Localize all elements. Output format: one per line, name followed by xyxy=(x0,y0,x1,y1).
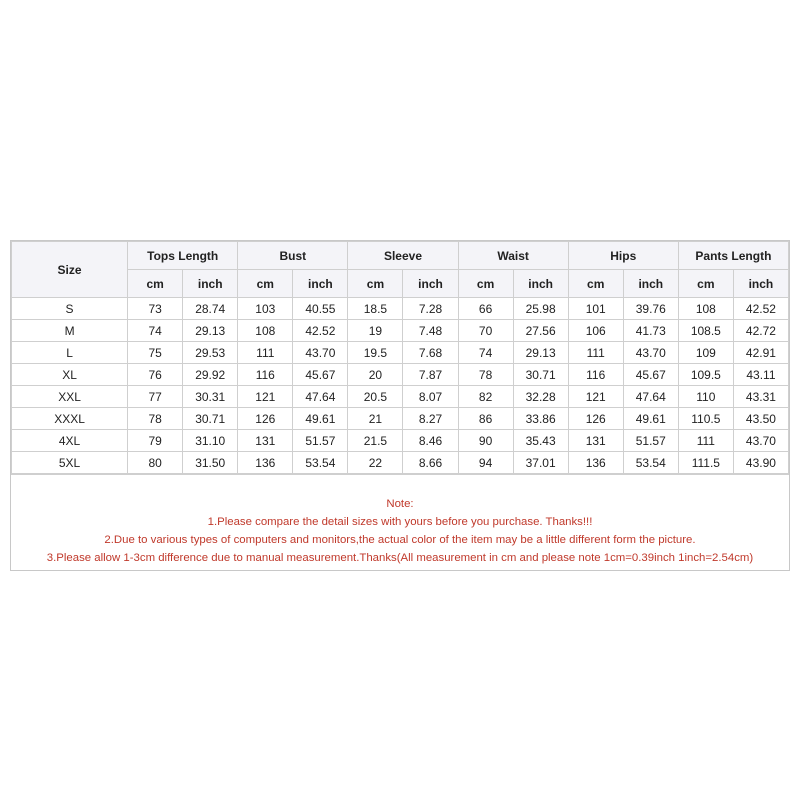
cell-tops-length-inch: 30.31 xyxy=(183,386,238,408)
table-row xyxy=(12,386,789,408)
cell-hips-cm: 101 xyxy=(568,298,623,320)
note-line-3: 3.Please allow 1-3cm difference due to manual measurement.Thanks(All measurement in cm and please note 1cm=0.39inch 1inch=2.54cm) xyxy=(46,552,754,564)
cell-hips-inch: 47.64 xyxy=(623,386,678,408)
cell-pants-length-inch: 42.52 xyxy=(733,298,788,320)
table-row xyxy=(12,298,789,320)
cell-sleeve-cm: 22 xyxy=(348,452,403,474)
group-header-sleeve: Sleeve xyxy=(348,242,458,270)
unit-header-inch: inch xyxy=(293,270,348,298)
cell-hips-inch: 53.54 xyxy=(623,452,678,474)
note-line-2: 2.Due to various types of computers and monitors,the actual color of the item may be a little different form the picture. xyxy=(104,534,696,546)
unit-header-cm: cm xyxy=(678,270,733,298)
cell-waist-inch: 27.56 xyxy=(513,320,568,342)
cell-bust-cm: 126 xyxy=(238,408,293,430)
cell-sleeve-cm: 19.5 xyxy=(348,342,403,364)
cell-size: 5XL xyxy=(12,452,128,474)
cell-sleeve-inch: 7.28 xyxy=(403,298,458,320)
note-line-1: 1.Please compare the detail sizes with yours before you purchase. Thanks!!! xyxy=(207,516,593,528)
cell-waist-inch: 37.01 xyxy=(513,452,568,474)
cell-hips-cm: 131 xyxy=(568,430,623,452)
cell-waist-inch: 33.86 xyxy=(513,408,568,430)
group-header-bust: Bust xyxy=(238,242,348,270)
cell-waist-cm: 66 xyxy=(458,298,513,320)
unit-header-cm: cm xyxy=(348,270,403,298)
cell-tops-length-cm: 74 xyxy=(128,320,183,342)
cell-size: XXXL xyxy=(12,408,128,430)
cell-size: 4XL xyxy=(12,430,128,452)
cell-bust-inch: 49.61 xyxy=(293,408,348,430)
size-column-header: Size xyxy=(12,242,128,298)
cell-hips-cm: 106 xyxy=(568,320,623,342)
cell-hips-cm: 111 xyxy=(568,342,623,364)
cell-sleeve-cm: 19 xyxy=(348,320,403,342)
cell-sleeve-inch: 7.48 xyxy=(403,320,458,342)
cell-bust-inch: 42.52 xyxy=(293,320,348,342)
cell-waist-cm: 86 xyxy=(458,408,513,430)
cell-pants-length-inch: 43.31 xyxy=(733,386,788,408)
cell-hips-inch: 45.67 xyxy=(623,364,678,386)
cell-waist-cm: 94 xyxy=(458,452,513,474)
cell-sleeve-cm: 18.5 xyxy=(348,298,403,320)
unit-header-cm: cm xyxy=(238,270,293,298)
cell-waist-inch: 30.71 xyxy=(513,364,568,386)
cell-hips-inch: 43.70 xyxy=(623,342,678,364)
cell-waist-cm: 70 xyxy=(458,320,513,342)
cell-waist-inch: 32.28 xyxy=(513,386,568,408)
cell-tops-length-cm: 77 xyxy=(128,386,183,408)
table-row xyxy=(12,408,789,430)
unit-header-cm: cm xyxy=(128,270,183,298)
group-header-waist: Waist xyxy=(458,242,568,270)
cell-sleeve-cm: 21 xyxy=(348,408,403,430)
cell-pants-length-cm: 110.5 xyxy=(678,408,733,430)
cell-waist-cm: 90 xyxy=(458,430,513,452)
unit-header-inch: inch xyxy=(733,270,788,298)
cell-sleeve-cm: 21.5 xyxy=(348,430,403,452)
cell-tops-length-cm: 79 xyxy=(128,430,183,452)
group-header-tops-length: Tops Length xyxy=(128,242,238,270)
cell-hips-cm: 121 xyxy=(568,386,623,408)
cell-pants-length-inch: 43.70 xyxy=(733,430,788,452)
table-row xyxy=(12,364,789,386)
cell-pants-length-cm: 109.5 xyxy=(678,364,733,386)
cell-hips-inch: 49.61 xyxy=(623,408,678,430)
cell-bust-inch: 47.64 xyxy=(293,386,348,408)
cell-tops-length-inch: 29.13 xyxy=(183,320,238,342)
cell-tops-length-inch: 30.71 xyxy=(183,408,238,430)
cell-bust-cm: 116 xyxy=(238,364,293,386)
cell-tops-length-cm: 73 xyxy=(128,298,183,320)
cell-pants-length-inch: 43.50 xyxy=(733,408,788,430)
unit-header-cm: cm xyxy=(458,270,513,298)
cell-sleeve-inch: 8.27 xyxy=(403,408,458,430)
note-title: Note: xyxy=(386,498,414,510)
cell-pants-length-inch: 42.72 xyxy=(733,320,788,342)
table-row xyxy=(12,430,789,452)
table-row xyxy=(12,320,789,342)
cell-waist-cm: 78 xyxy=(458,364,513,386)
group-header-pants-length: Pants Length xyxy=(678,242,788,270)
group-header-hips: Hips xyxy=(568,242,678,270)
cell-pants-length-inch: 42.91 xyxy=(733,342,788,364)
size-table xyxy=(11,241,789,474)
unit-header-inch: inch xyxy=(623,270,678,298)
cell-bust-inch: 51.57 xyxy=(293,430,348,452)
cell-waist-inch: 29.13 xyxy=(513,342,568,364)
cell-bust-cm: 121 xyxy=(238,386,293,408)
cell-pants-length-cm: 111.5 xyxy=(678,452,733,474)
cell-bust-inch: 45.67 xyxy=(293,364,348,386)
unit-header-inch: inch xyxy=(403,270,458,298)
unit-header-cm: cm xyxy=(568,270,623,298)
cell-waist-cm: 74 xyxy=(458,342,513,364)
header-group-row xyxy=(12,242,789,270)
cell-pants-length-cm: 109 xyxy=(678,342,733,364)
cell-size: XXL xyxy=(12,386,128,408)
cell-hips-inch: 39.76 xyxy=(623,298,678,320)
cell-size: S xyxy=(12,298,128,320)
cell-waist-inch: 25.98 xyxy=(513,298,568,320)
cell-waist-cm: 82 xyxy=(458,386,513,408)
cell-tops-length-inch: 31.50 xyxy=(183,452,238,474)
cell-sleeve-cm: 20.5 xyxy=(348,386,403,408)
cell-sleeve-inch: 7.87 xyxy=(403,364,458,386)
cell-size: M xyxy=(12,320,128,342)
cell-tops-length-cm: 80 xyxy=(128,452,183,474)
cell-tops-length-inch: 29.92 xyxy=(183,364,238,386)
cell-sleeve-inch: 7.68 xyxy=(403,342,458,364)
cell-tops-length-inch: 31.10 xyxy=(183,430,238,452)
cell-tops-length-inch: 29.53 xyxy=(183,342,238,364)
cell-size: XL xyxy=(12,364,128,386)
cell-sleeve-inch: 8.66 xyxy=(403,452,458,474)
cell-bust-cm: 111 xyxy=(238,342,293,364)
cell-bust-cm: 131 xyxy=(238,430,293,452)
cell-pants-length-cm: 110 xyxy=(678,386,733,408)
cell-sleeve-cm: 20 xyxy=(348,364,403,386)
cell-bust-inch: 53.54 xyxy=(293,452,348,474)
cell-tops-length-inch: 28.74 xyxy=(183,298,238,320)
cell-pants-length-inch: 43.90 xyxy=(733,452,788,474)
cell-sleeve-inch: 8.46 xyxy=(403,430,458,452)
cell-pants-length-cm: 111 xyxy=(678,430,733,452)
note-section xyxy=(11,474,789,570)
cell-bust-inch: 43.70 xyxy=(293,342,348,364)
unit-header-inch: inch xyxy=(513,270,568,298)
cell-bust-inch: 40.55 xyxy=(293,298,348,320)
cell-hips-cm: 126 xyxy=(568,408,623,430)
cell-sleeve-inch: 8.07 xyxy=(403,386,458,408)
cell-pants-length-cm: 108 xyxy=(678,298,733,320)
cell-hips-cm: 136 xyxy=(568,452,623,474)
cell-bust-cm: 136 xyxy=(238,452,293,474)
size-table-body xyxy=(12,298,789,474)
cell-hips-cm: 116 xyxy=(568,364,623,386)
cell-tops-length-cm: 78 xyxy=(128,408,183,430)
table-row xyxy=(12,452,789,474)
table-row xyxy=(12,342,789,364)
size-chart xyxy=(10,240,790,571)
cell-size: L xyxy=(12,342,128,364)
cell-bust-cm: 103 xyxy=(238,298,293,320)
cell-waist-inch: 35.43 xyxy=(513,430,568,452)
header-unit-row xyxy=(12,270,789,298)
cell-hips-inch: 41.73 xyxy=(623,320,678,342)
cell-tops-length-cm: 75 xyxy=(128,342,183,364)
cell-bust-cm: 108 xyxy=(238,320,293,342)
cell-pants-length-inch: 43.11 xyxy=(733,364,788,386)
cell-tops-length-cm: 76 xyxy=(128,364,183,386)
unit-header-inch: inch xyxy=(183,270,238,298)
cell-pants-length-cm: 108.5 xyxy=(678,320,733,342)
cell-hips-inch: 51.57 xyxy=(623,430,678,452)
